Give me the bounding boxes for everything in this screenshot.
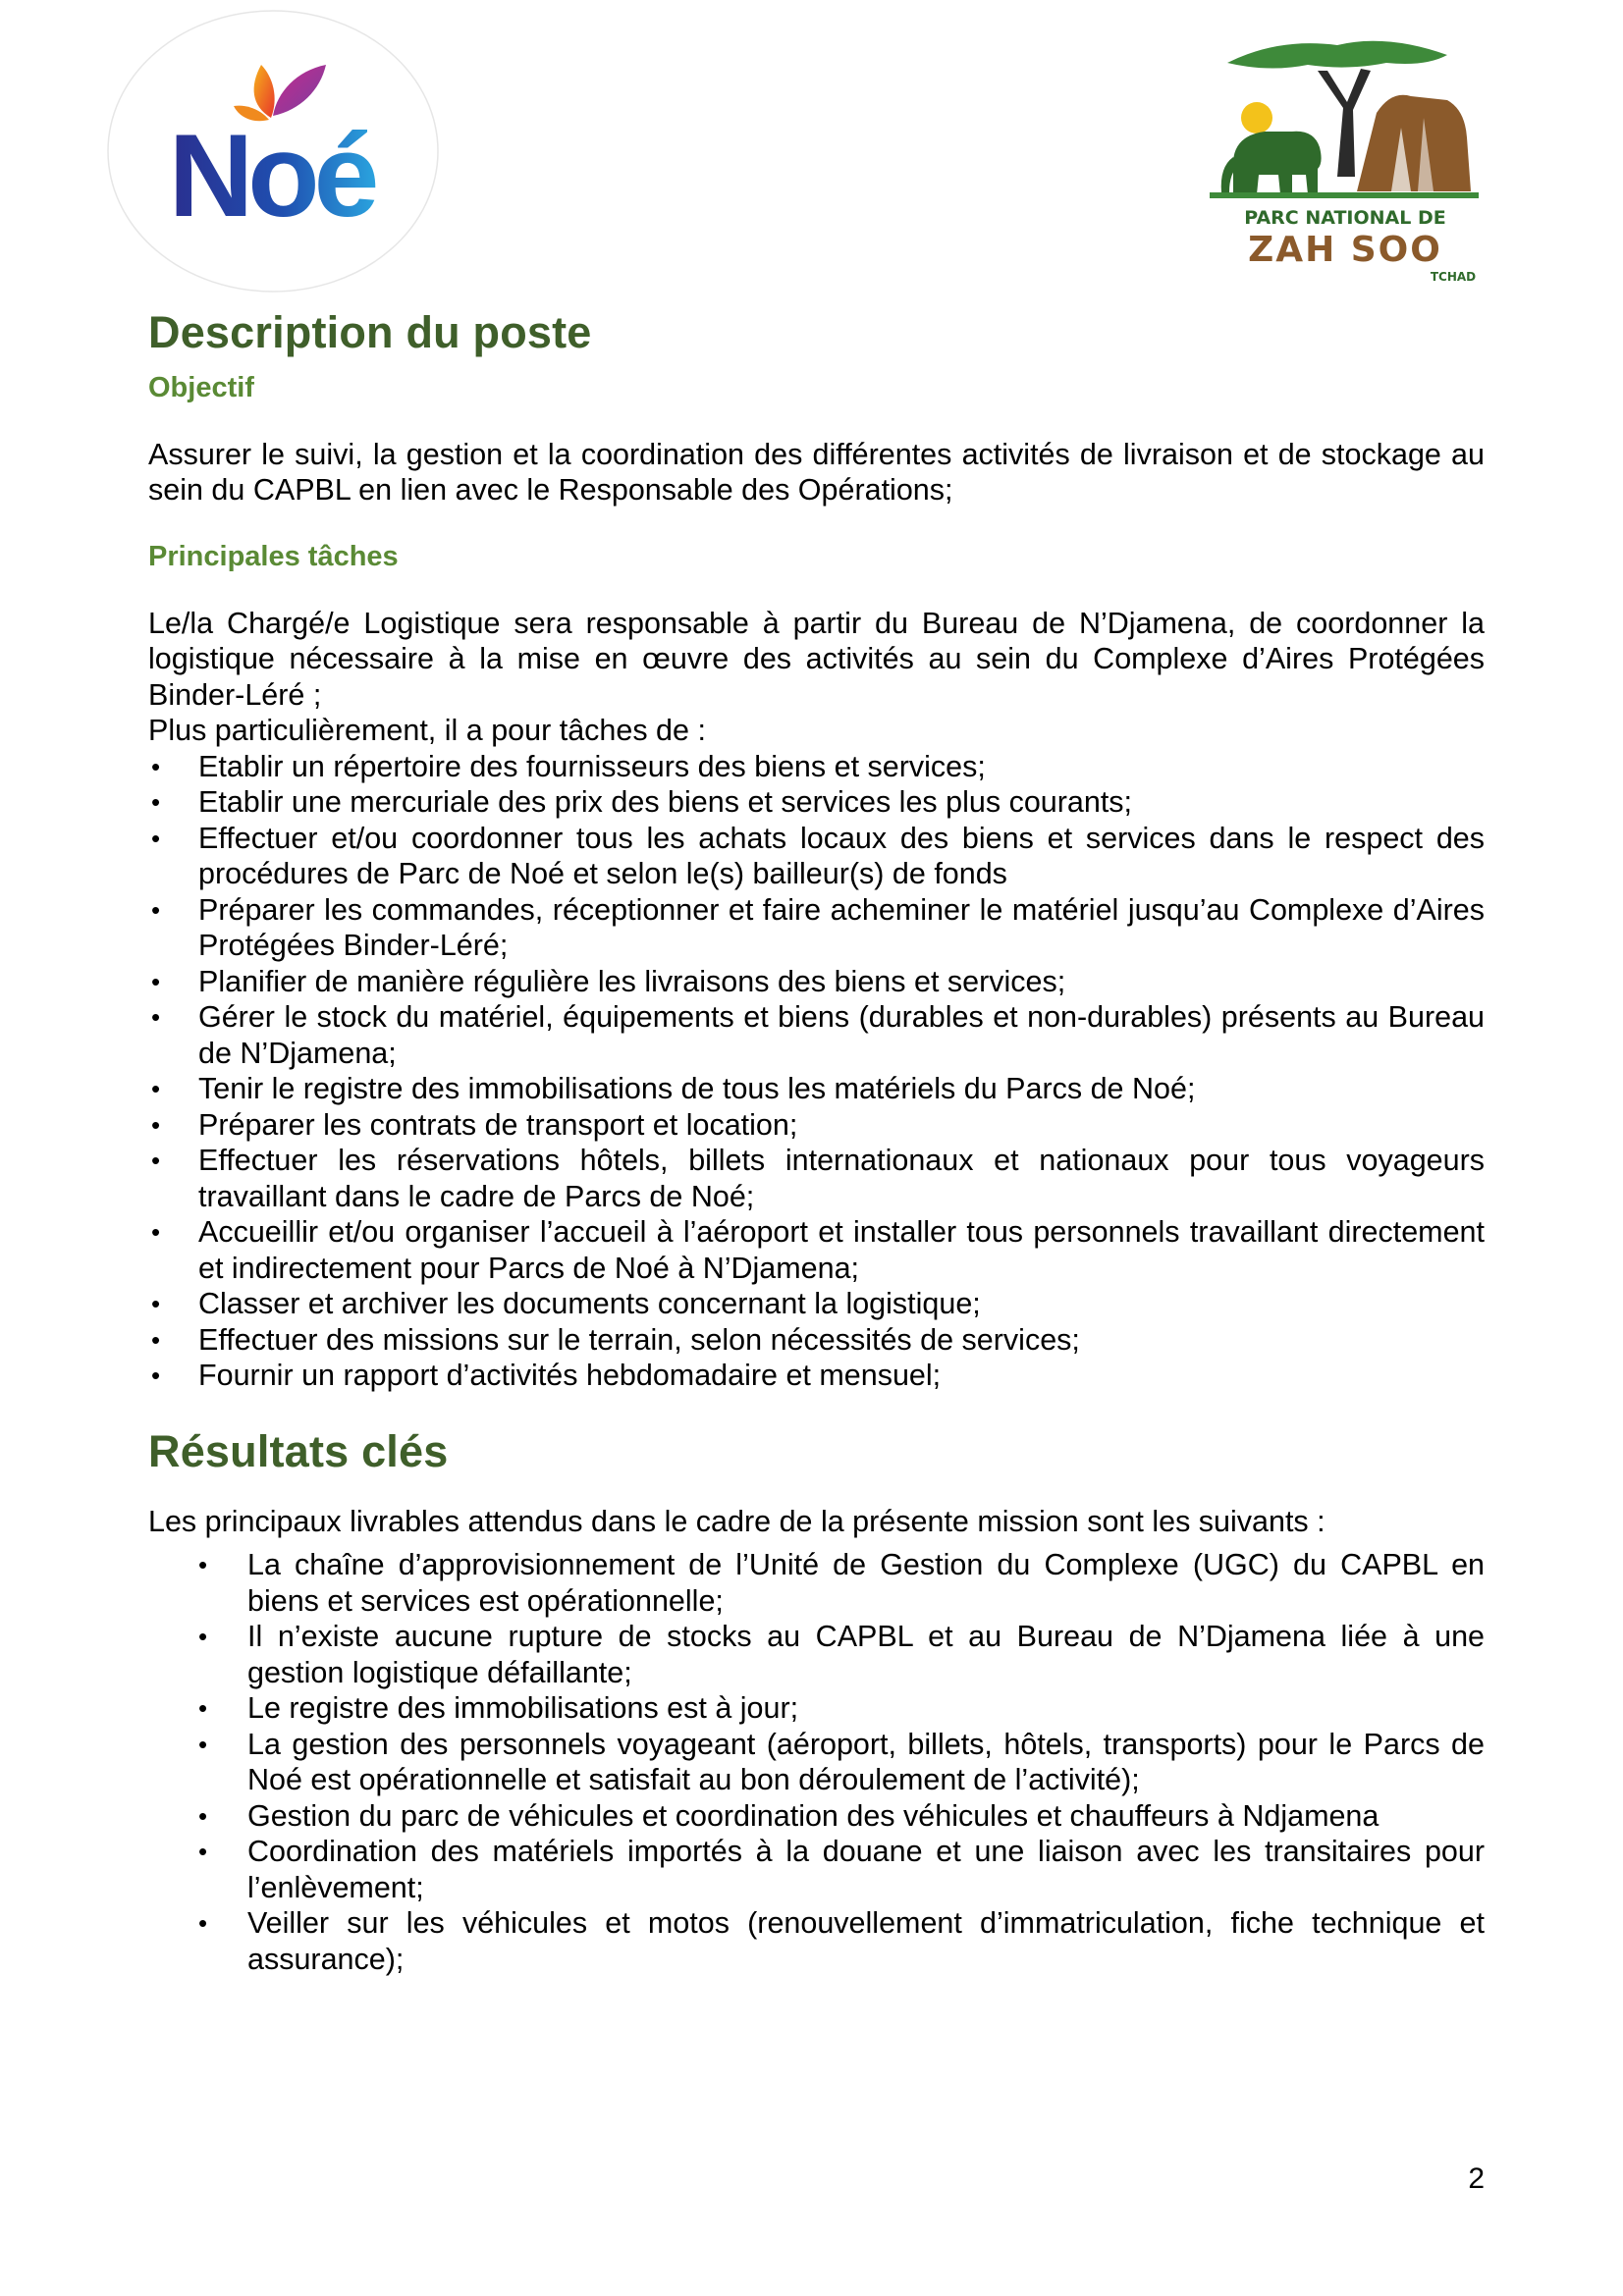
list-item-text: Le registre des immobilisations est à jour;	[247, 1691, 799, 1726]
bullet-icon: •	[151, 1217, 161, 1248]
subheading-objectif: Objectif	[148, 372, 254, 403]
list-item	[198, 1619, 1485, 1690]
list-item-text: Fournir un rapport d’activités hebdomadaire et mensuel;	[198, 1359, 942, 1393]
list-item-text: Accueillir et/ou organiser l’accueil à l’aéroport et installer tous personnels travaillant directement et indirectement pour Parcs de Noé à N’Djamena;	[198, 1215, 1485, 1285]
bullet-icon: •	[151, 1289, 161, 1319]
list-item-text: La gestion des personnels voyageant (aéroport, billets, hôtels, transports) pour le Parcs de Noé est opérationnelle et satisfait au bon déroulement de l’activité);	[247, 1727, 1485, 1797]
bullet-icon: •	[198, 1729, 208, 1759]
bullet-icon: •	[151, 1002, 161, 1033]
bullet-icon: •	[198, 1837, 208, 1867]
list-item	[148, 999, 1485, 1071]
bullet-icon: •	[198, 1800, 208, 1831]
list-item	[198, 1690, 1485, 1727]
bullet-icon: •	[198, 1908, 208, 1939]
bullet-icon: •	[151, 1146, 161, 1176]
list-item-text: Effectuer et/ou coordonner tous les achats locaux des biens et services dans le respect des procédures de Parc de Noé et selon le(s) bailleur(s) de fonds	[198, 821, 1485, 891]
bullet-icon: •	[151, 823, 161, 853]
bullet-icon: •	[198, 1693, 208, 1724]
list-item-text: Gestion du parc de véhicules et coordination des véhicules et chauffeurs à Ndjamena	[247, 1798, 1380, 1833]
list-item	[148, 1358, 1485, 1394]
bullet-icon: •	[151, 751, 161, 781]
list-item-text: Gérer le stock du matériel, équipements et biens (durables et non-durables) présents au Bureau de N’Djamena;	[198, 1000, 1485, 1070]
objectif-text: Assurer le suivi, la gestion et la coordination des différentes activités de livraison et de stockage au sein du CAPBL en lien avec le Responsable des Opérations;	[148, 437, 1485, 507]
document-body	[148, 306, 1485, 1977]
list-item-text: Classer et archiver les documents concernant la logistique;	[198, 1287, 981, 1321]
list-item	[148, 1214, 1485, 1286]
svg-text:TCHAD: TCHAD	[1430, 270, 1477, 284]
list-item	[148, 1107, 1485, 1144]
bullet-icon: •	[151, 1109, 161, 1140]
zah-soo-park-logo	[1190, 20, 1502, 287]
bullet-icon: •	[198, 1550, 208, 1580]
taches-lead: Plus particulièrement, il a pour tâches de :	[148, 714, 706, 748]
list-item	[148, 784, 1485, 821]
list-item-text: Effectuer les réservations hôtels, billets internationaux et nationaux pour tous voyageurs travaillant dans le cadre de Parcs de Noé;	[198, 1144, 1485, 1213]
list-item-text: Effectuer des missions sur le terrain, selon nécessités de services;	[198, 1322, 1080, 1357]
list-item-text: La chaîne d’approvisionnement de l’Unité de Gestion du Complexe (UGC) du CAPBL en biens et services est opérationnelle;	[247, 1548, 1485, 1618]
resultats-intro: Les principaux livrables attendus dans le cadre de la présente mission sont les suivants :	[148, 1504, 1325, 1538]
section-title-resultats: Résultats clés	[148, 1425, 449, 1476]
bullet-icon: •	[198, 1622, 208, 1652]
bullet-icon: •	[151, 894, 161, 925]
bullet-icon: •	[151, 1361, 161, 1391]
list-item	[148, 821, 1485, 892]
taches-intro: Le/la Chargé/e Logistique sera responsable à partir du Bureau de N’Djamena, de coordonner la logistique nécessaire à la mise en œuvre des activités au sein du Complexe d’Aires Protégées Binder-Léré ;	[148, 606, 1485, 712]
list-item	[148, 1322, 1485, 1359]
svg-text:PARC NATIONAL DE: PARC NATIONAL DE	[1244, 207, 1446, 229]
list-item	[198, 1727, 1485, 1798]
svg-text:Noé: Noé	[168, 110, 374, 241]
list-item	[148, 1143, 1485, 1214]
list-item-text: Planifier de manière régulière les livraisons des biens et services;	[198, 964, 1066, 998]
list-item	[148, 964, 1485, 1000]
list-item	[148, 892, 1485, 964]
bullet-icon: •	[151, 1324, 161, 1355]
tasks-list	[148, 749, 1485, 1394]
section-title-description: Description du poste	[148, 307, 592, 357]
list-item-text: Il n’existe aucune rupture de stocks au CAPBL et au Bureau de N’Djamena liée à une gestion logistique défaillante;	[247, 1620, 1485, 1689]
subheading-taches: Principales tâches	[148, 540, 399, 572]
svg-text:ZAH SOO: ZAH SOO	[1248, 230, 1442, 270]
list-item	[148, 1071, 1485, 1107]
list-item-text: Etablir un répertoire des fournisseurs des biens et services;	[198, 749, 986, 783]
list-item	[148, 1286, 1485, 1322]
list-item	[198, 1798, 1485, 1835]
bullet-icon: •	[151, 1074, 161, 1104]
results-list	[148, 1547, 1485, 1977]
list-item	[198, 1905, 1485, 1977]
list-item	[148, 749, 1485, 785]
list-item-text: Coordination des matériels importés à la douane et une liaison avec les transitaires pour l’enlèvement;	[247, 1835, 1485, 1904]
page-number: 2	[1468, 2163, 1485, 2195]
noe-logo	[104, 8, 442, 294]
bullet-icon: •	[151, 966, 161, 996]
list-item	[198, 1834, 1485, 1905]
list-item-text: Préparer les contrats de transport et location;	[198, 1107, 798, 1142]
list-item	[198, 1547, 1485, 1619]
list-item-text: Préparer les commandes, réceptionner et faire acheminer le matériel jusqu’au Complexe d’Aires Protégées Binder-Léré;	[198, 892, 1485, 963]
list-item-text: Tenir le registre des immobilisations de tous les matériels du Parcs de Noé;	[198, 1072, 1196, 1106]
bullet-icon: •	[151, 787, 161, 818]
list-item-text: Etablir une mercuriale des prix des biens et services les plus courants;	[198, 785, 1133, 820]
list-item-text: Veiller sur les véhicules et motos (renouvellement d’immatriculation, fiche technique et assurance);	[247, 1906, 1485, 1976]
